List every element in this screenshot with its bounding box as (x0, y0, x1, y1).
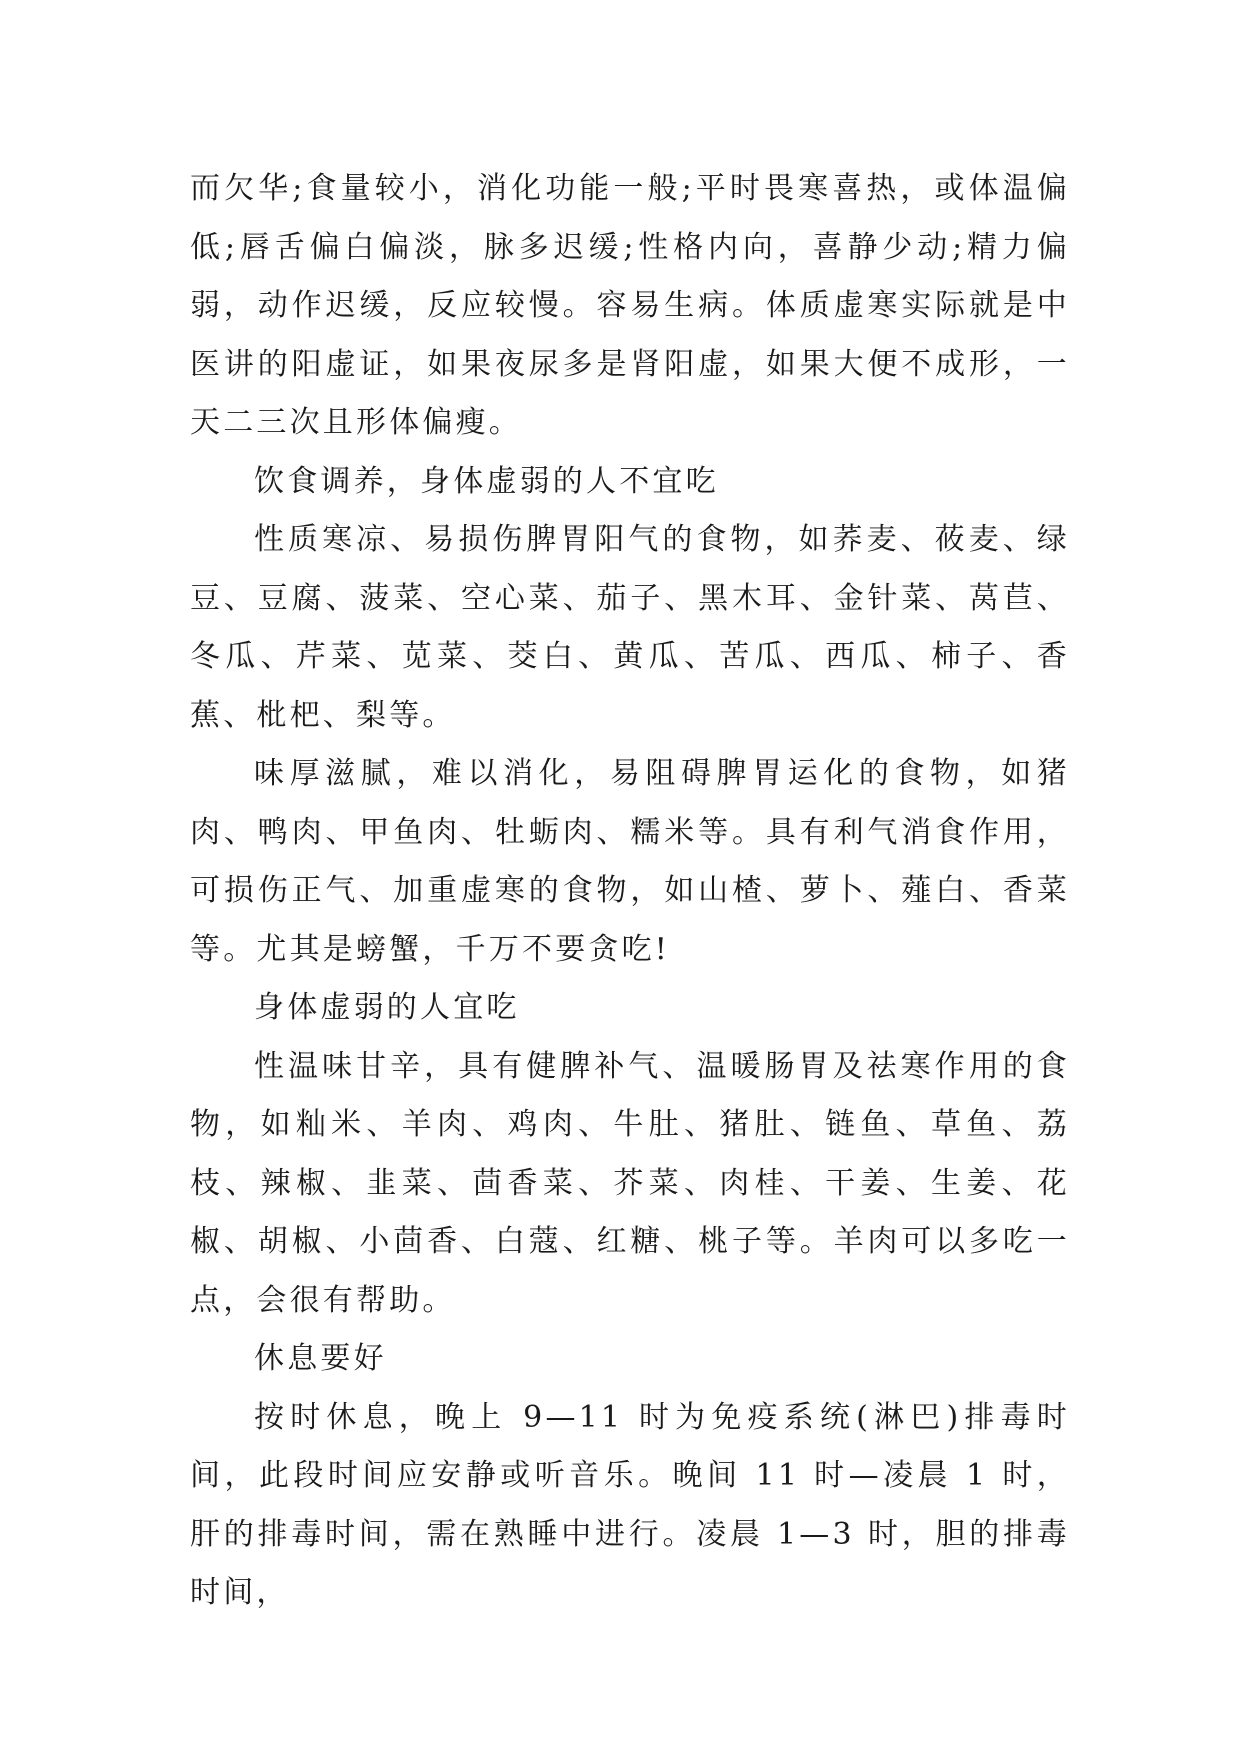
document-body (190, 160, 1070, 1623)
paragraph-rest-schedule: 按时休息，晚上 9—11 时为免疫系统(淋巴)排毒时间，此段时间应安静或听音乐。晚间 11 时—凌晨 1 时，肝的排毒时间，需在熟睡中进行。凌晨 1—3 时，胆的排毒时间， (190, 1399, 1070, 1610)
heading-diet-recommended: 身体虚弱的人宜吃 (254, 990, 520, 1025)
heading-rest: 休息要好 (254, 1341, 387, 1376)
paragraph-warm-foods: 性温味甘辛，具有健脾补气、温暖肠胃及祛寒作用的食物，如籼米、羊肉、鸡肉、牛肚、猪肚、链鱼、草鱼、荔枝、辣椒、韭菜、茴香菜、芥菜、肉桂、干姜、生姜、花椒、胡椒、小茴香、白蔻、红糖、桃子等。羊肉可以多吃一点，会很有帮助。 (190, 1048, 1070, 1318)
heading-diet-avoid: 饮食调养，身体虚弱的人不宜吃 (254, 463, 719, 499)
paragraph-rich-foods: 味厚滋腻，难以消化，易阻碍脾胃运化的食物，如猪肉、鸭肉、甲鱼肉、牡蛎肉、糯米等。具有利气消食作用，可损伤正气、加重虚寒的食物，如山楂、萝卜、薤白、香菜等。尤其是螃蟹，千万不要贪吃! (190, 756, 1070, 967)
paragraph-cold-foods: 性质寒凉、易损伤脾胃阳气的食物，如荞麦、莜麦、绿豆、豆腐、菠菜、空心菜、茄子、黑木耳、金针菜、莴苣、冬瓜、芹菜、苋菜、茭白、黄瓜、苦瓜、西瓜、柿子、香蕉、枇杷、梨等。 (190, 522, 1070, 733)
paragraph-continued-symptoms: 而欠华;食量较小，消化功能一般;平时畏寒喜热，或体温偏低;唇舌偏白偏淡，脉多迟缓;性格内向，喜静少动;精力偏弱，动作迟缓，反应较慢。容易生病。体质虚寒实际就是中医讲的阳虚证，如果夜尿多是肾阳虚，如果大便不成形，一天二三次且形体偏瘦。 (190, 171, 1070, 440)
